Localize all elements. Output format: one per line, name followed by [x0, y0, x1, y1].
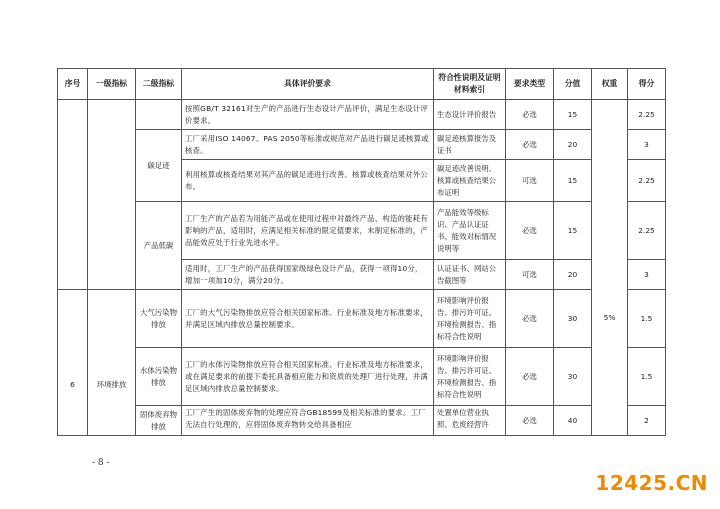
- requirement-cell: 适用时，工厂生产的产品获得国家级绿色设计产品，获得一项得10分，增加一项加10分，满分20分。: [182, 260, 434, 290]
- header-weight: 权重: [592, 69, 628, 100]
- evidence-cell: 认证证书、网站公告截图等: [434, 260, 506, 290]
- value-cell: 15: [554, 160, 592, 202]
- requirement-cell: 工厂的大气污染物排放应符合相关国家标准、行业标准及地方标准要求，并满足区域内排放总量控制要求。: [182, 290, 434, 348]
- table-row: [58, 130, 666, 160]
- table-row: [58, 406, 666, 436]
- type-cell: 可选: [506, 260, 554, 290]
- seq-cell-empty: [58, 100, 88, 290]
- value-cell: 40: [554, 406, 592, 436]
- header-score: 得分: [628, 69, 666, 100]
- evidence-cell: 环境影响评价报告、排污许可证、环境检测报告、指标符合性说明: [434, 348, 506, 406]
- score-cell: 1.5: [628, 348, 666, 406]
- value-cell: 20: [554, 130, 592, 160]
- table-row: [58, 348, 666, 406]
- requirement-cell: 按照GB/T 32161对生产的产品进行生态设计产品评价，满足生态设计评价要求。: [182, 100, 434, 130]
- table-row: [58, 202, 666, 260]
- score-cell: 3: [628, 260, 666, 290]
- primary-value: 环境排放: [96, 379, 127, 389]
- score-cell: 2: [628, 406, 666, 436]
- score-cell: 2.25: [628, 202, 666, 260]
- site-watermark-logo: 12425.CN: [595, 471, 708, 495]
- seq-cell: [58, 290, 88, 436]
- value-cell: 15: [554, 202, 592, 260]
- type-cell: 必选: [506, 406, 554, 436]
- primary-cell: [88, 290, 136, 436]
- value-cell: 30: [554, 290, 592, 348]
- table-row: [58, 100, 666, 130]
- score-cell: 3: [628, 130, 666, 160]
- requirement-cell: 工厂产生的固体废弃物的处理应符合GB18599及相关标准的要求。工厂无法自行处理的，应将固体废弃物转交给具备相应: [182, 406, 434, 436]
- seq-value: 6: [70, 379, 75, 389]
- evidence-cell: 生态设计评价报告: [434, 100, 506, 130]
- requirement-cell: 工厂采用ISO 14067、PAS 2050等标准或规范对产品进行碳足迹核算或核查。: [182, 130, 434, 160]
- header-evidence: 符合性说明及证明材料索引: [434, 69, 506, 100]
- header-requirements: 具体评价要求: [182, 69, 434, 100]
- weight-cell: [592, 100, 628, 436]
- header-primary-index: 一级指标: [88, 69, 136, 100]
- type-cell: 必选: [506, 290, 554, 348]
- secondary-cell: 固体废弃物排放: [136, 406, 182, 436]
- evaluation-table: [57, 68, 666, 436]
- secondary-cell: 碳足迹: [136, 130, 182, 202]
- type-cell: 可选: [506, 160, 554, 202]
- type-cell: 必选: [506, 130, 554, 160]
- evidence-cell: 环境影响评价报告、排污许可证、环境检测报告、指标符合性说明: [434, 290, 506, 348]
- value-cell: 20: [554, 260, 592, 290]
- evidence-cell: 产品能效等级标识、产品认证证书、能效对标情况说明等: [434, 202, 506, 260]
- evidence-cell: 碳足迹改善说明、核算或核查结果公布证明: [434, 160, 506, 202]
- requirement-cell: 工厂的水体污染物排放应符合相关国家标准、行业标准及地方标准要求，或在满足要求的前提下委托具备相应能力和资质的处理厂进行处理，并满足区域内排放总量控制要求。: [182, 348, 434, 406]
- header-secondary-index: 二级指标: [136, 69, 182, 100]
- table-header-row: [58, 69, 666, 100]
- requirement-cell: 利用核算或核查结果对其产品的碳足迹进行改善。核算或核查结果对外公布。: [182, 160, 434, 202]
- type-cell: 必选: [506, 202, 554, 260]
- score-cell: 1.5: [628, 290, 666, 348]
- requirement-cell: 工厂生产的产品若为用能产品或在使用过程中对最终产品、构造的能耗有影响的产品，适用时，应满足相关标准的限定值要求，未制定标准的，产品能效应处于行业先进水平。: [182, 202, 434, 260]
- score-cell: 2.25: [628, 160, 666, 202]
- secondary-cell: 大气污染物排放: [136, 290, 182, 348]
- secondary-cell-empty: [136, 100, 182, 130]
- weight-value: 5%: [603, 312, 616, 322]
- type-cell: 必选: [506, 348, 554, 406]
- secondary-cell: 水体污染物排放: [136, 348, 182, 406]
- header-seq: 序号: [58, 69, 88, 100]
- type-cell: 必选: [506, 100, 554, 130]
- table-row: [58, 290, 666, 348]
- score-cell: 2.25: [628, 100, 666, 130]
- secondary-cell: 产品低碳: [136, 202, 182, 290]
- primary-cell-empty: [88, 100, 136, 290]
- evidence-cell: 碳足迹核算报告及证书: [434, 130, 506, 160]
- value-cell: 30: [554, 348, 592, 406]
- header-type: 要求类型: [506, 69, 554, 100]
- header-value: 分值: [554, 69, 592, 100]
- page-number: - 8 -: [92, 458, 110, 468]
- value-cell: 15: [554, 100, 592, 130]
- evidence-cell: 处置单位营业执照、危废经营许: [434, 406, 506, 436]
